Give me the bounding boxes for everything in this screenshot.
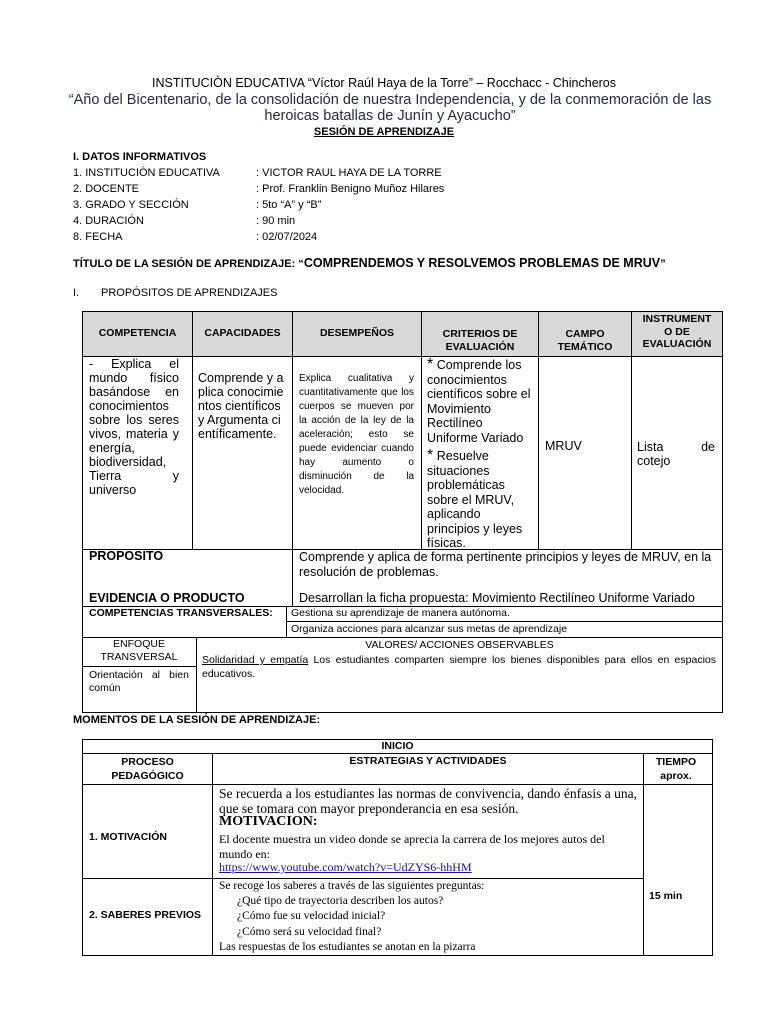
table-border [82, 311, 723, 312]
datos-label: 4. DURACIÓN [73, 215, 144, 227]
table-border [82, 666, 196, 667]
table-border [82, 311, 83, 713]
capacidades-text: Comprende y aplica conocimientos científicos y Argumenta científicamente. [198, 371, 284, 441]
campo-tematico: MRUV [545, 439, 582, 453]
saberes-label: 2. SABERES PREVIOS [89, 909, 202, 921]
table-border [712, 739, 713, 956]
table-border [292, 311, 293, 550]
header-criterios: CRITERIOS DE EVALUACIÓN [442, 328, 518, 353]
comp-trans-2: Organiza acciones para alcanzar sus metas de aprendizaje [291, 623, 568, 635]
enfoque-label: ENFOQUE TRANSVERSAL [100, 638, 178, 663]
motivacion-label: 1. MOTIVACIÓN [89, 831, 167, 843]
datos-label: 3. GRADO Y SECCIÓN [73, 199, 189, 211]
question-1: ¿Qué tipo de trayectoria describen los autos? [237, 895, 444, 907]
datos-value: : 02/07/2024 [256, 231, 318, 243]
saberes-end: Las respuestas de los estudiantes se anotan en la pizarra [219, 941, 476, 953]
col-estrategias: ESTRATEGIAS Y ACTIVIDADES [349, 755, 507, 767]
valores-text [202, 653, 716, 681]
valores-label: VALORES/ ACCIONES OBSERVABLES [365, 639, 554, 651]
col-tiempo: TIEMPO aprox. [655, 756, 697, 782]
propositos-heading-text: PROPÓSITOS DE APRENDIZAJES [101, 287, 278, 299]
datos-heading: I. DATOS INFORMATIVOS [73, 151, 207, 163]
motivacion-heading: MOTIVACION: [219, 814, 318, 829]
header-line: O DE [664, 325, 690, 338]
table-border [82, 878, 643, 879]
propositos-heading [73, 287, 277, 299]
comp-trans-label: COMPETENCIAS TRANSVERSALES: [89, 607, 273, 619]
table-border [82, 637, 723, 638]
motivacion-text: El docente muestra un video donde se aprecia la carrera de los mejores autos del mundo en: [219, 832, 605, 861]
table-border [286, 621, 723, 622]
institution-heading: INSTITUCIÒN EDUCATIVA “Víctor Raúl Haya de la Torre” – Rocchacc - Chincheros [151, 76, 617, 90]
question-2: ¿Cómo fue su velocidad inicial? [237, 910, 386, 922]
table-border [631, 311, 632, 550]
proposito-text: Comprende y aplica de forma pertinente principios y leyes de MRUV, en la resolución de problemas. [299, 550, 712, 579]
table-border [538, 311, 539, 550]
header-campo: CAMPO TEMÁTICO [557, 328, 613, 353]
table-border [82, 753, 713, 754]
table-border [82, 739, 83, 956]
bullet-icon: * [427, 356, 434, 373]
session-title-close: ” [660, 258, 666, 270]
table-border [192, 311, 193, 550]
table-border [643, 753, 644, 956]
datos-value: : 5to “A” y “B” [256, 199, 322, 211]
table-border [286, 606, 287, 638]
datos-label: 1. INSTITUCIÓN EDUCATIVA [73, 167, 220, 179]
datos-label: 2. DOCENTE [73, 183, 140, 195]
header-desempenos: DESEMPEÑOS [319, 327, 395, 339]
datos-value: : Prof. Franklin Benigno Muñoz Hilares [256, 183, 445, 195]
header-competencia: COMPETENCIA [98, 327, 177, 339]
table-border [82, 712, 723, 713]
question-3: ¿Cómo será su velocidad final? [237, 926, 382, 938]
table-border [722, 311, 723, 713]
table-border [82, 955, 713, 956]
desempenos-text: Explica cualitativa y cuantitativamente que los cuerpos se mueven por la acción de la ley de la aceleración; esto se puede evidenciar cuando hay aumento o disminución de la velocidad. [299, 373, 414, 496]
datos-value: : 90 min [256, 215, 296, 227]
criterio-2 [427, 449, 535, 551]
session-heading: SESIÓN DE APRENDIZAJE [313, 126, 455, 138]
proposito-label: PROPOSITO [89, 549, 164, 563]
bullet-icon: * [427, 447, 434, 464]
header-capacidades: CAPACIDADES [204, 327, 281, 339]
table-border [292, 549, 293, 607]
instrumento-text: Lista de cotejo [637, 440, 715, 468]
header-line: INSTRUMENT [642, 313, 712, 325]
valores-underlined: Solidaridad y empatía [202, 654, 309, 666]
saberes-intro: Se recoge los saberes a través de las siguientes preguntas: [219, 880, 485, 892]
comp-trans-1: Gestiona su aprendizaje de manera autónoma. [291, 607, 510, 619]
inicio-label: INICIO [381, 740, 414, 752]
session-title: COMPRENDEMOS Y RESOLVEMOS PROBLEMAS DE MRUV [303, 256, 661, 270]
evidencia-label: EVIDENCIA O PRODUCTO [89, 591, 245, 605]
header-instrumento [633, 313, 721, 351]
session-title-label: TÍTULO DE LA SESIÓN DE APRENDIZAJE: “ [73, 258, 304, 270]
criterio-1 [427, 358, 535, 445]
table-border [82, 784, 713, 785]
motivacion-link-cell [219, 861, 472, 875]
datos-value: : VICTOR RAUL HAYA DE LA TORRE [256, 167, 442, 179]
section-number: I. [73, 287, 80, 299]
competencia-text: - Explica el mundo físico basándose en conocimientos sobre los seres vivos, materia y energía, biodiversidad, Tierra y universo [89, 357, 179, 497]
table-border [212, 753, 213, 956]
table-border [421, 311, 422, 550]
datos-label: 8. FECHA [73, 231, 123, 243]
criterio-2-text: Resuelve situaciones problemáticas sobre el MRUV, aplicando principios y leyes físicas. [427, 449, 523, 550]
valores-description: Los estudiantes comparten siempre los bienes disponibles para ellos en espacios educativos. [202, 654, 717, 680]
header-line: EVALUACIÓN [642, 338, 712, 350]
motivacion-intro: Se recuerda a los estudiantes las normas de convivencia, dando énfasis a una, que se tomara con mayor preponderancia en esa sesión. [219, 786, 637, 816]
evidencia-text: Desarrollan la ficha propuesta: Movimiento Rectilíneo Uniforme Variado [299, 591, 695, 605]
year-title: “Año del Bicentenario, de la consolidación de nuestra Independencia, y de la conmemoración de las heroicas batallas de Junín y Ayacucho” [68, 92, 712, 124]
momentos-heading: MOMENTOS DE LA SESIÓN DE APRENDIZAJE: [73, 714, 321, 726]
enfoque-value: Orientación al bien común [89, 669, 189, 694]
session-title-line [73, 256, 666, 270]
video-link[interactable]: https://www.youtube.com/watch?v=UdZYS6-hhHM [219, 860, 472, 874]
criterio-1-text: Comprende los conocimientos científicos sobre el Movimiento Rectilíneo Uniforme Variado [427, 358, 531, 445]
col-proceso: PROCESO PEDAGÓGICO [111, 756, 184, 782]
tiempo-value: 15 min [649, 890, 683, 902]
